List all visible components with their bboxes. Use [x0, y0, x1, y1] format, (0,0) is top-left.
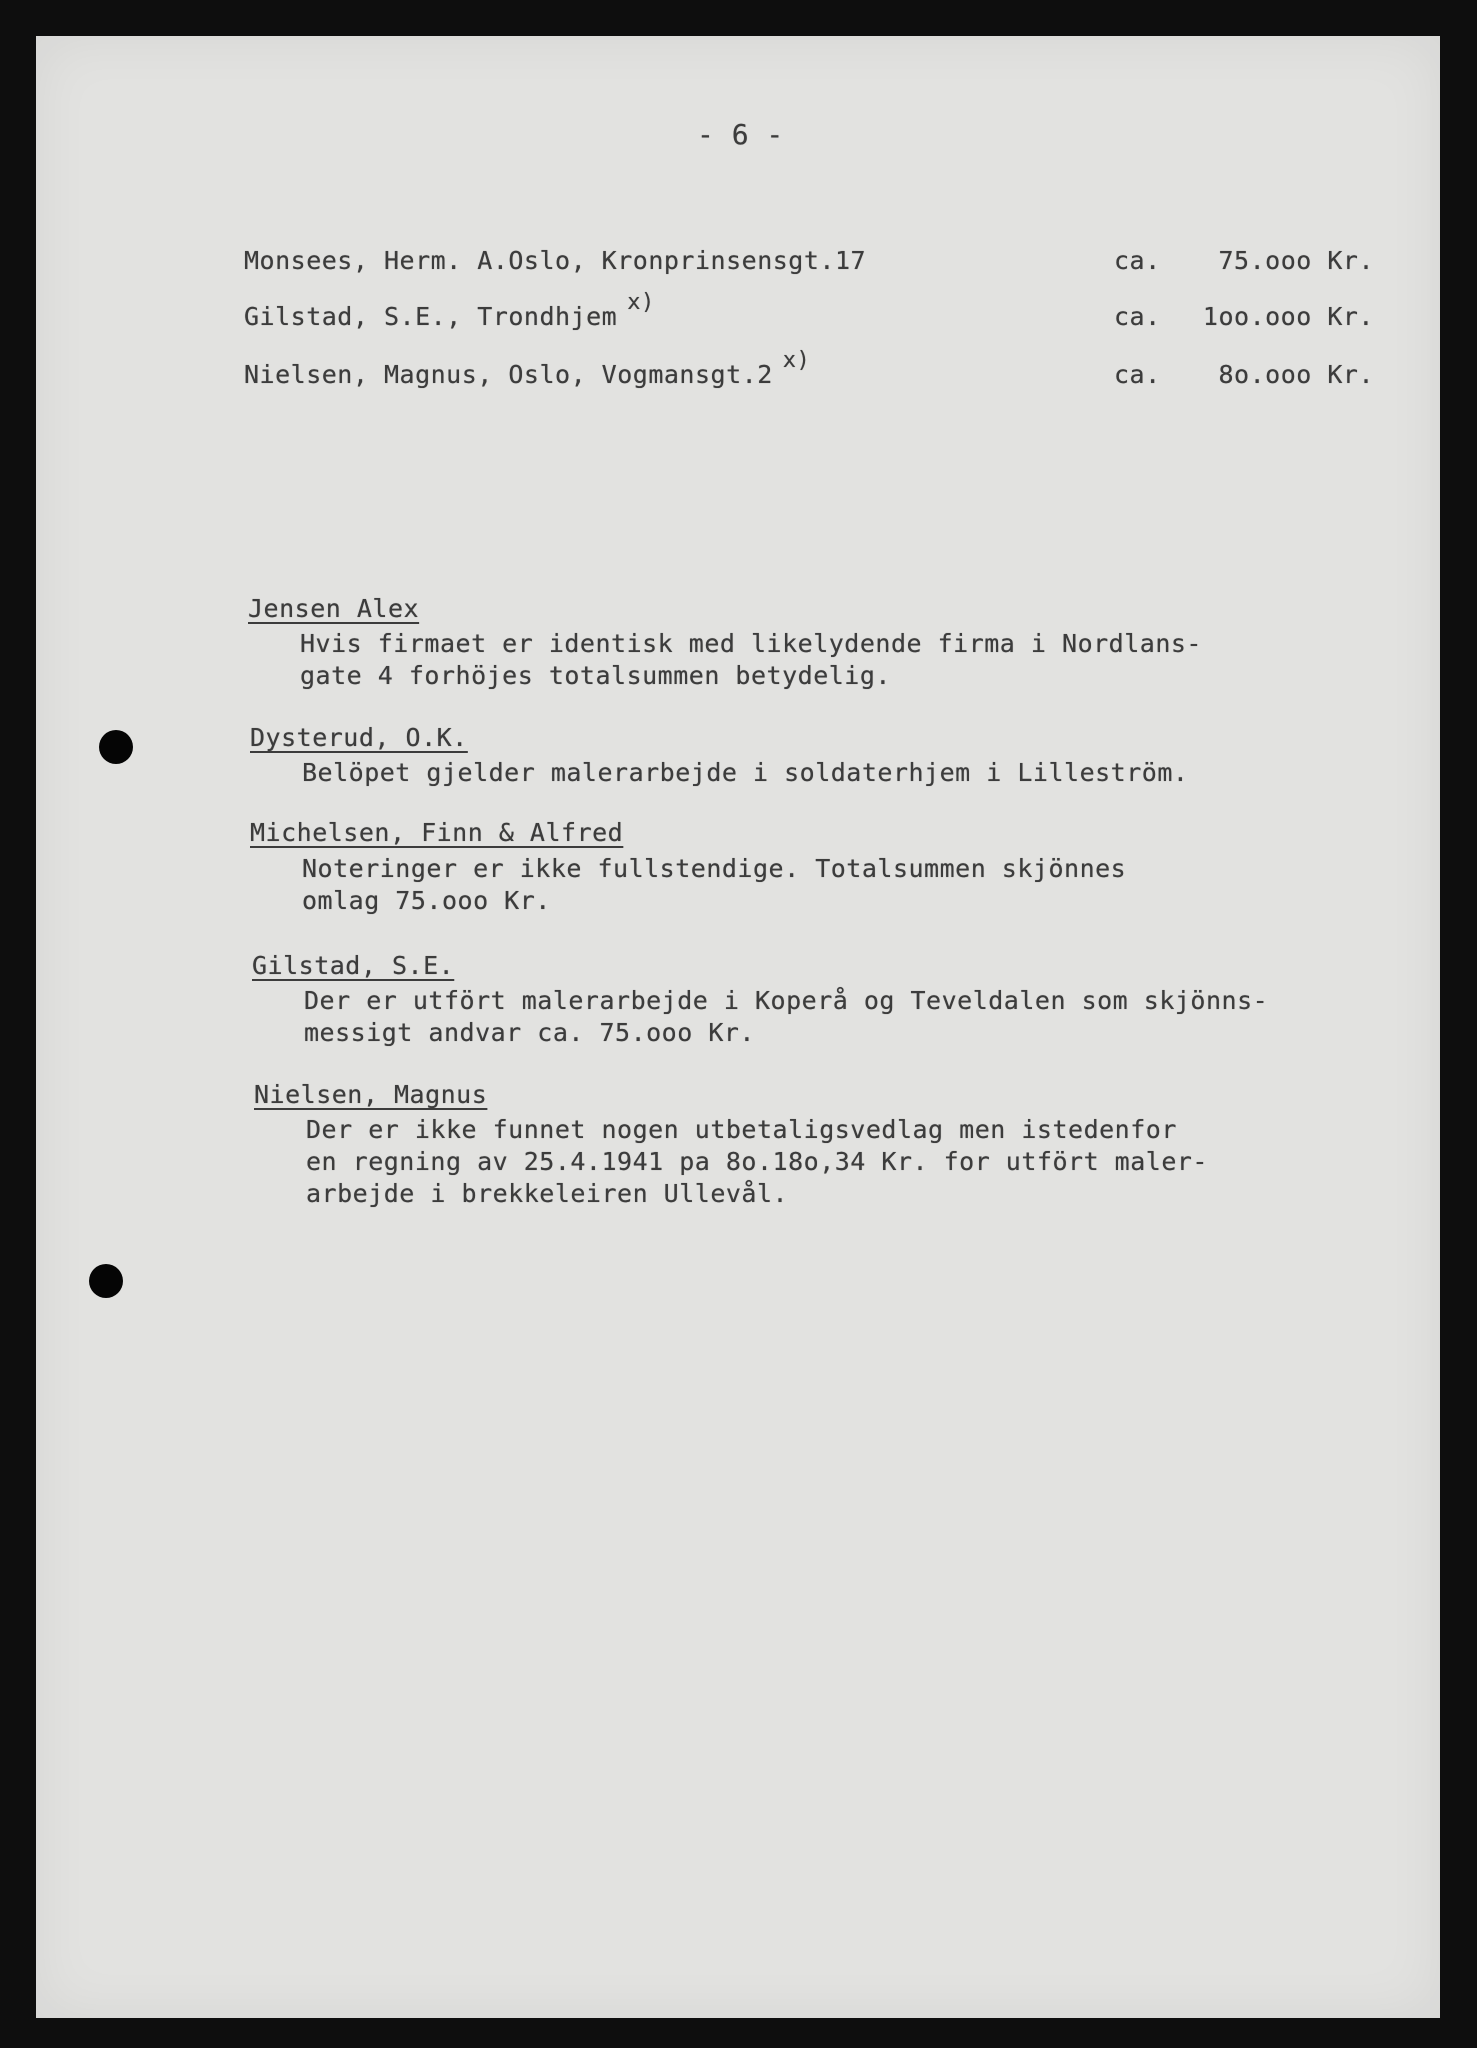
amount-entry-row — [244, 290, 1374, 336]
entry-ca-label: ca. — [1114, 360, 1161, 389]
entry-name: Gilstad, S.E., Trondhjem x) — [244, 290, 655, 331]
page-number: - 6 - — [697, 118, 784, 151]
entry-name: Monsees, Herm. A.Oslo, Kronprinsensgt.17 — [244, 246, 867, 275]
entry-ca-label: ca. — [1114, 246, 1161, 275]
note-body: Der er ikke funnet nogen utbetaligsvedlag men istedenfor en regning av 25.4.1941 pa 8o.18o,34 Kr. for utfört maler- arbejde i brekkeleiren Ullevål. — [306, 1115, 1208, 1208]
amount-entry-row — [244, 348, 1374, 394]
punch-hole-upper — [99, 730, 133, 764]
entry-name: Nielsen, Magnus, Oslo, Vogmansgt.2 x) — [244, 348, 811, 389]
punch-hole-lower — [89, 1264, 123, 1298]
entry-ca-label: ca. — [1114, 302, 1161, 331]
entry-amount: 1oo.ooo Kr. — [1202, 302, 1374, 331]
note-heading: Gilstad, S.E. — [252, 951, 455, 980]
note-heading: Nielsen, Magnus — [254, 1080, 488, 1109]
note-body: Der er utfört malerarbejde i Koperå og Teveldalen som skjönns- messigt andvar ca. 75.ooo Kr. — [304, 986, 1269, 1047]
note-heading: Michelsen, Finn & Alfred — [250, 818, 624, 847]
note-body: Hvis firmaet er identisk med likelydende firma i Nordlans- gate 4 forhöjes totalsummen betydelig. — [300, 629, 1202, 690]
note-heading: Jensen Alex — [248, 594, 420, 623]
footnote-mark: x) — [627, 290, 655, 315]
entry-amount: 75.ooo Kr. — [1218, 246, 1374, 275]
note-body: Noteringer er ikke fullstendige. Totalsummen skjönnes omlag 75.ooo Kr. — [302, 854, 1127, 915]
note-heading: Dysterud, O.K. — [250, 723, 468, 752]
footnote-mark: x) — [782, 348, 811, 373]
note-body: Belöpet gjelder malerarbejde i soldaterhjem i Lilleström. — [302, 758, 1189, 787]
entry-amount: 8o.ooo Kr. — [1218, 360, 1374, 389]
amount-entry-row — [244, 246, 1374, 280]
